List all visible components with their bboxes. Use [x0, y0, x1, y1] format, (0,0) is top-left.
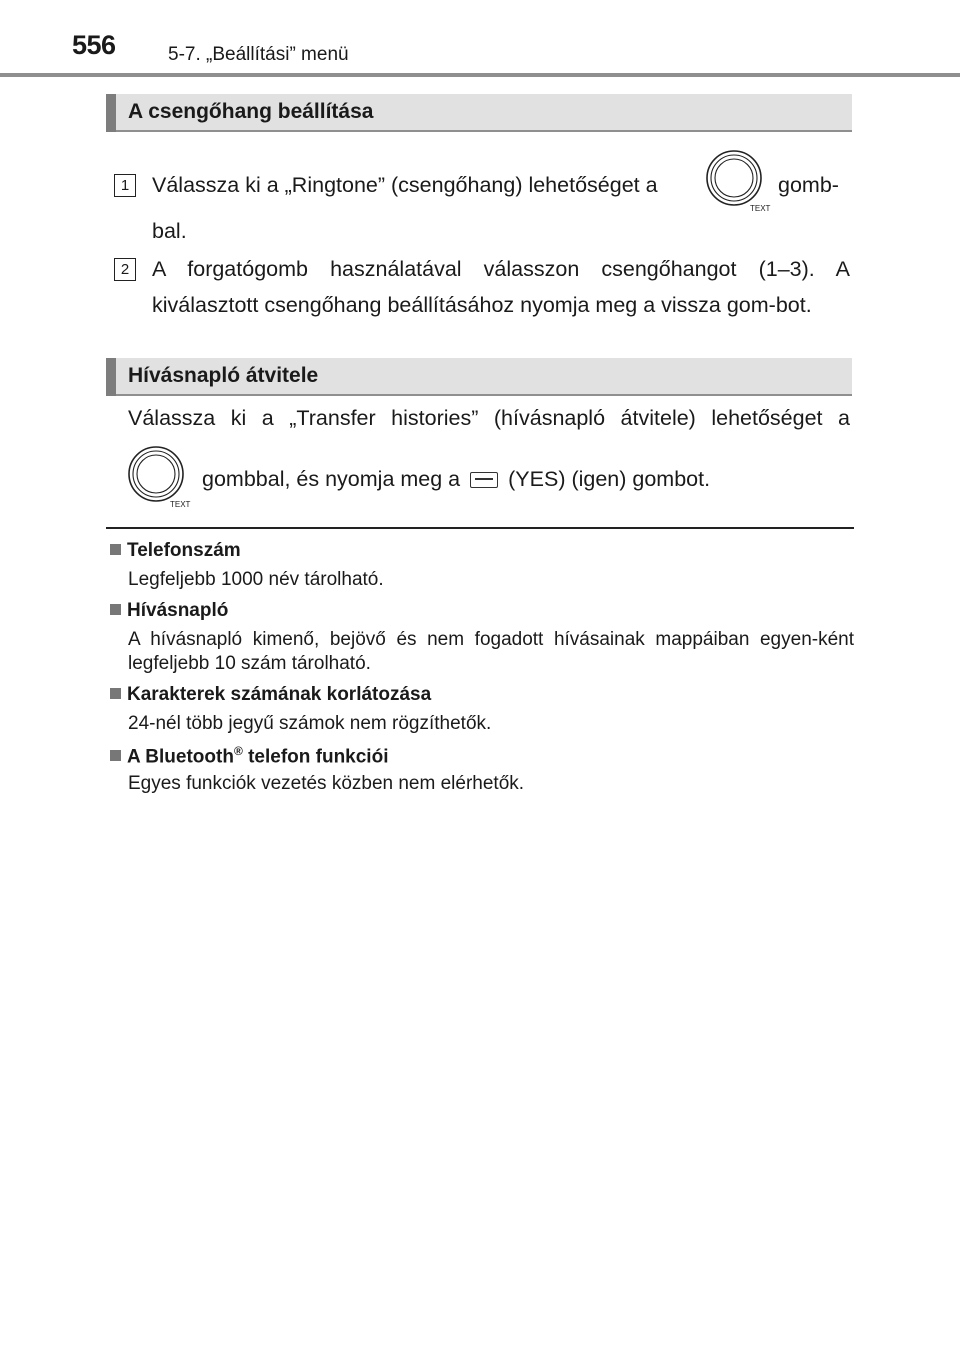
svg-text:TEXT: TEXT	[750, 204, 771, 213]
section-title: A csengőhang beállítása	[128, 100, 374, 123]
bullet-square-icon	[110, 544, 121, 555]
section-title: Hívásnapló átvitele	[128, 364, 319, 387]
bullet-square-icon	[110, 604, 121, 615]
note-body-phone-number: Legfeljebb 1000 név tárolható.	[128, 569, 384, 590]
tune-knob-icon	[704, 148, 772, 214]
menu-button-icon	[470, 472, 498, 488]
history-text-line2: gombbal, és nyomja meg a (YES) (igen) gombot.	[202, 467, 711, 491]
note-title-call-log: Hívásnapló	[110, 600, 228, 622]
history-text-line1: Válassza ki a „Transfer histories” (hívásnapló átvitele) lehetőséget a	[128, 406, 850, 430]
step1-text-cont: bal.	[152, 219, 187, 243]
header-rule	[0, 73, 960, 77]
note-title-bluetooth: A Bluetooth® telefon funkciói	[110, 744, 388, 768]
step-number-1: 1	[114, 174, 136, 197]
note-title-phone-number: Telefonszám	[110, 540, 241, 562]
step1-text: Válassza ki a „Ringtone” (csengőhang) lehetőséget a	[152, 173, 658, 197]
section-heading-history	[106, 358, 852, 396]
step1-text-after: gomb-	[778, 173, 839, 197]
tune-knob-icon	[126, 444, 196, 510]
note-body-char-limit: 24-nél több jegyű számok nem rögzíthetők.	[128, 713, 492, 734]
svg-text:TEXT: TEXT	[170, 500, 191, 509]
notes-divider	[106, 527, 854, 529]
bullet-square-icon	[110, 750, 121, 761]
note-body-call-log: A hívásnapló kimenő, bejövő és nem fogadott hívásainak mappáiban egyen-ként legfeljebb 10 szám tárolható.	[128, 629, 854, 674]
note-title-char-limit: Karakterek számának korlátozása	[110, 684, 431, 706]
page-number: 556	[72, 30, 116, 60]
step2-text: A forgatógomb használatával válasszon csengőhangot (1–3). A kiválasztott csengőhang beállításához nyomja meg a vissza gom-bot.	[152, 257, 850, 317]
section-breadcrumb: 5-7. „Beállítási” menü	[168, 44, 349, 65]
section-heading-ringtone	[106, 94, 852, 132]
step-number-2: 2	[114, 258, 136, 281]
note-body-bluetooth: Egyes funkciók vezetés közben nem elérhetők.	[128, 773, 525, 794]
page-header	[0, 0, 960, 80]
bullet-square-icon	[110, 688, 121, 699]
